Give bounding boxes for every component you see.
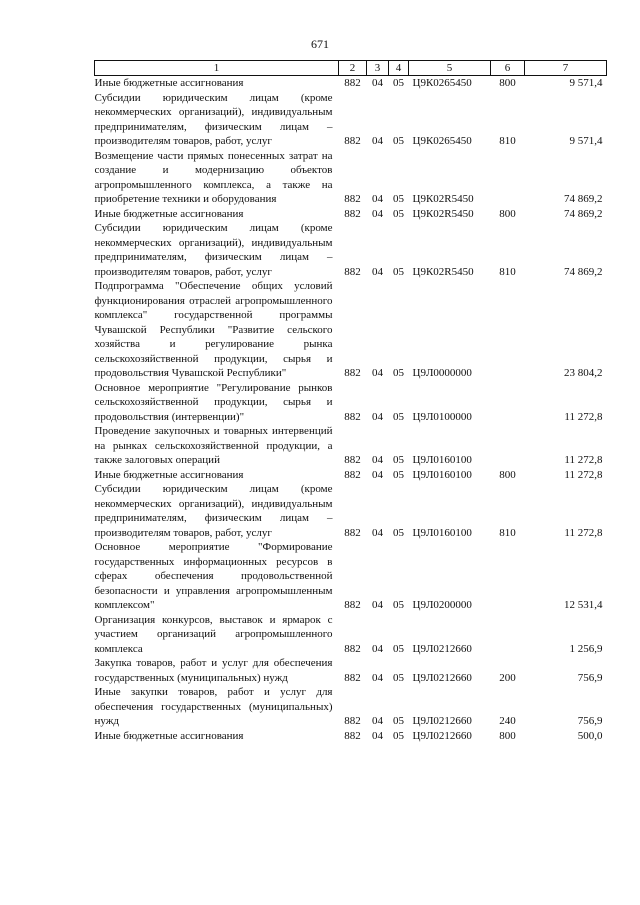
row-name: Возмещение части прямых понесенных затрат на создание и модернизацию объектов агропромышленного комплекса, а также на приобретение техники и оборудования <box>94 149 333 205</box>
row-subsection: 05 <box>393 468 404 481</box>
row-section: 04 <box>372 526 383 539</box>
table-row <box>95 149 607 207</box>
row-name: Организация конкурсов, выставок и ярмарок с участием организаций агропромышленного комплекса <box>94 613 333 655</box>
row-target-code: Ц9Л0160100 <box>412 454 472 466</box>
row-target-code: Ц9К02R5450 <box>412 193 474 205</box>
row-expense-type: 810 <box>499 265 516 278</box>
row-expense-type: 800 <box>499 77 516 89</box>
row-expense-type: 810 <box>499 135 516 147</box>
row-expense-type: 800 <box>499 207 516 220</box>
row-subsection: 05 <box>393 410 404 423</box>
table-row <box>95 279 607 381</box>
budget-table <box>94 60 607 743</box>
row-section: 04 <box>372 729 383 742</box>
row-expense-type <box>491 381 525 425</box>
row-target-code: Ц9Л0200000 <box>412 599 472 611</box>
row-section: 04 <box>372 77 383 89</box>
row-target-code: Ц9К0265450 <box>412 135 472 147</box>
row-code-2: 882 <box>344 526 361 539</box>
row-expense-type <box>491 613 525 657</box>
row-subsection: 05 <box>393 77 404 89</box>
row-code-2: 882 <box>344 642 361 655</box>
row-name: Проведение закупочных и товарных интервенций на рынках сельскохозяйственной продукции, а также залоговых операций <box>94 425 333 466</box>
row-target-code: Ц9Л0160100 <box>412 468 472 481</box>
row-section: 04 <box>372 454 383 466</box>
row-code-2: 882 <box>344 265 361 278</box>
row-code-2: 882 <box>344 729 361 742</box>
table-body <box>95 76 607 744</box>
row-section: 04 <box>372 671 383 684</box>
row-amount: 756,9 <box>577 715 603 727</box>
row-expense-type <box>491 279 525 381</box>
table-row <box>95 685 607 729</box>
column-header-1: 1 <box>95 61 339 76</box>
page-number: 671 <box>311 37 329 51</box>
row-amount: 23 804,2 <box>564 367 603 379</box>
row-name: Подпрограмма "Обеспечение общих условий функционирования отраслей агропромышленного комплекса" государственной программы Чувашской Республики "Развитие сельского хозяйства и регулирование рынка сельскохозяйственной продукции, сырья и продовольствия Чувашской Республики" <box>94 280 333 379</box>
row-amount: 74 869,2 <box>564 193 603 205</box>
row-code-2: 882 <box>344 454 361 466</box>
row-expense-type <box>491 149 525 207</box>
row-section: 04 <box>372 468 383 481</box>
row-subsection: 05 <box>393 367 404 379</box>
table-row <box>95 76 607 91</box>
row-subsection: 05 <box>393 265 404 278</box>
table-row <box>95 207 607 222</box>
row-name: Закупка товаров, работ и услуг для обеспечения государственных (муниципальных) нужд <box>94 657 333 684</box>
row-expense-type: 800 <box>499 468 516 481</box>
column-header-5: 5 <box>409 61 491 76</box>
row-code-2: 882 <box>344 207 361 220</box>
row-target-code: Ц9Л0212660 <box>412 642 472 655</box>
row-section: 04 <box>372 265 383 278</box>
row-expense-type: 200 <box>499 671 516 684</box>
row-amount: 11 272,8 <box>564 410 603 423</box>
row-name: Основное мероприятие "Регулирование рынков сельскохозяйственной продукции, сырья и продовольствия (интервенции)" <box>94 381 333 423</box>
row-amount: 9 571,4 <box>569 77 603 89</box>
table-row <box>95 482 607 540</box>
header-row <box>95 61 607 76</box>
table-row <box>95 613 607 657</box>
row-section: 04 <box>372 367 383 379</box>
row-expense-type <box>491 540 525 613</box>
column-header-2: 2 <box>339 61 367 76</box>
row-target-code: Ц9Л0000000 <box>412 367 472 379</box>
row-expense-type <box>491 424 525 468</box>
row-name: Иные бюджетные ассигнования <box>94 468 244 481</box>
row-code-2: 882 <box>344 135 361 147</box>
table-row <box>95 424 607 468</box>
row-target-code: Ц9Л0212660 <box>412 671 472 684</box>
row-code-2: 882 <box>344 193 361 205</box>
row-code-2: 882 <box>344 671 361 684</box>
row-amount: 74 869,2 <box>564 207 603 220</box>
row-section: 04 <box>372 642 383 655</box>
table-row <box>95 91 607 149</box>
row-subsection: 05 <box>393 526 404 539</box>
row-target-code: Ц9Л0212660 <box>412 715 472 727</box>
row-subsection: 05 <box>393 642 404 655</box>
row-amount: 9 571,4 <box>569 135 603 147</box>
row-target-code: Ц9К02R5450 <box>412 207 474 220</box>
row-target-code: Ц9К02R5450 <box>412 265 474 278</box>
row-code-2: 882 <box>344 77 361 89</box>
column-header-7: 7 <box>525 61 607 76</box>
row-code-2: 882 <box>344 367 361 379</box>
table-row <box>95 540 607 613</box>
table-row <box>95 468 607 483</box>
table-row <box>95 381 607 425</box>
row-target-code: Ц9К0265450 <box>412 77 472 89</box>
table-row <box>95 729 607 744</box>
row-amount: 11 272,8 <box>564 526 603 539</box>
row-name: Субсидии юридическим лицам (кроме некоммерческих организаций), индивидуальным предпринимателям, физическим лицам – производителям товаров, работ, услуг <box>94 483 333 539</box>
row-amount: 11 272,8 <box>564 454 603 466</box>
row-subsection: 05 <box>393 715 404 727</box>
row-name: Иные бюджетные ассигнования <box>94 207 244 220</box>
row-subsection: 05 <box>393 599 404 611</box>
row-subsection: 05 <box>393 729 404 742</box>
row-code-2: 882 <box>344 599 361 611</box>
row-subsection: 05 <box>393 135 404 147</box>
row-target-code: Ц9Л0160100 <box>412 526 472 539</box>
row-expense-type: 810 <box>499 526 516 539</box>
row-name: Субсидии юридическим лицам (кроме некоммерческих организаций), индивидуальным предпринимателям, физическим лицам – производителям товаров, работ, услуг <box>94 222 333 278</box>
column-header-6: 6 <box>491 61 525 76</box>
row-amount: 11 272,8 <box>564 468 603 481</box>
row-amount: 74 869,2 <box>564 265 603 278</box>
row-amount: 756,9 <box>577 671 603 684</box>
row-name: Основное мероприятие "Формирование государственных информационных ресурсов в сферах обеспечения продовольственной безопасности и управления агропромышленным комплексом" <box>94 541 333 611</box>
row-target-code: Ц9Л0212660 <box>412 729 472 742</box>
row-subsection: 05 <box>393 454 404 466</box>
row-section: 04 <box>372 410 383 423</box>
row-amount: 12 531,4 <box>564 599 603 611</box>
column-header-4: 4 <box>389 61 409 76</box>
row-name: Иные закупки товаров, работ и услуг для обеспечения государственных (муниципальных) нужд <box>94 686 333 727</box>
row-section: 04 <box>372 715 383 727</box>
row-subsection: 05 <box>393 193 404 205</box>
row-target-code: Ц9Л0100000 <box>412 410 472 423</box>
row-name: Субсидии юридическим лицам (кроме некоммерческих организаций), индивидуальным предпринимателям, физическим лицам – производителям товаров, работ, услуг <box>94 91 333 147</box>
row-name: Иные бюджетные ассигнования <box>94 77 244 89</box>
table-row <box>95 656 607 685</box>
row-section: 04 <box>372 193 383 205</box>
row-section: 04 <box>372 599 383 611</box>
row-subsection: 05 <box>393 207 404 220</box>
row-expense-type: 800 <box>499 729 516 742</box>
row-name: Иные бюджетные ассигнования <box>94 729 244 742</box>
row-section: 04 <box>372 135 383 147</box>
row-amount: 1 256,9 <box>569 642 603 655</box>
row-amount: 500,0 <box>577 729 603 742</box>
row-code-2: 882 <box>344 468 361 481</box>
row-expense-type: 240 <box>499 715 516 727</box>
row-code-2: 882 <box>344 715 361 727</box>
column-header-3: 3 <box>367 61 389 76</box>
row-section: 04 <box>372 207 383 220</box>
row-code-2: 882 <box>344 410 361 423</box>
row-subsection: 05 <box>393 671 404 684</box>
table-row <box>95 221 607 279</box>
table-header <box>95 61 607 76</box>
